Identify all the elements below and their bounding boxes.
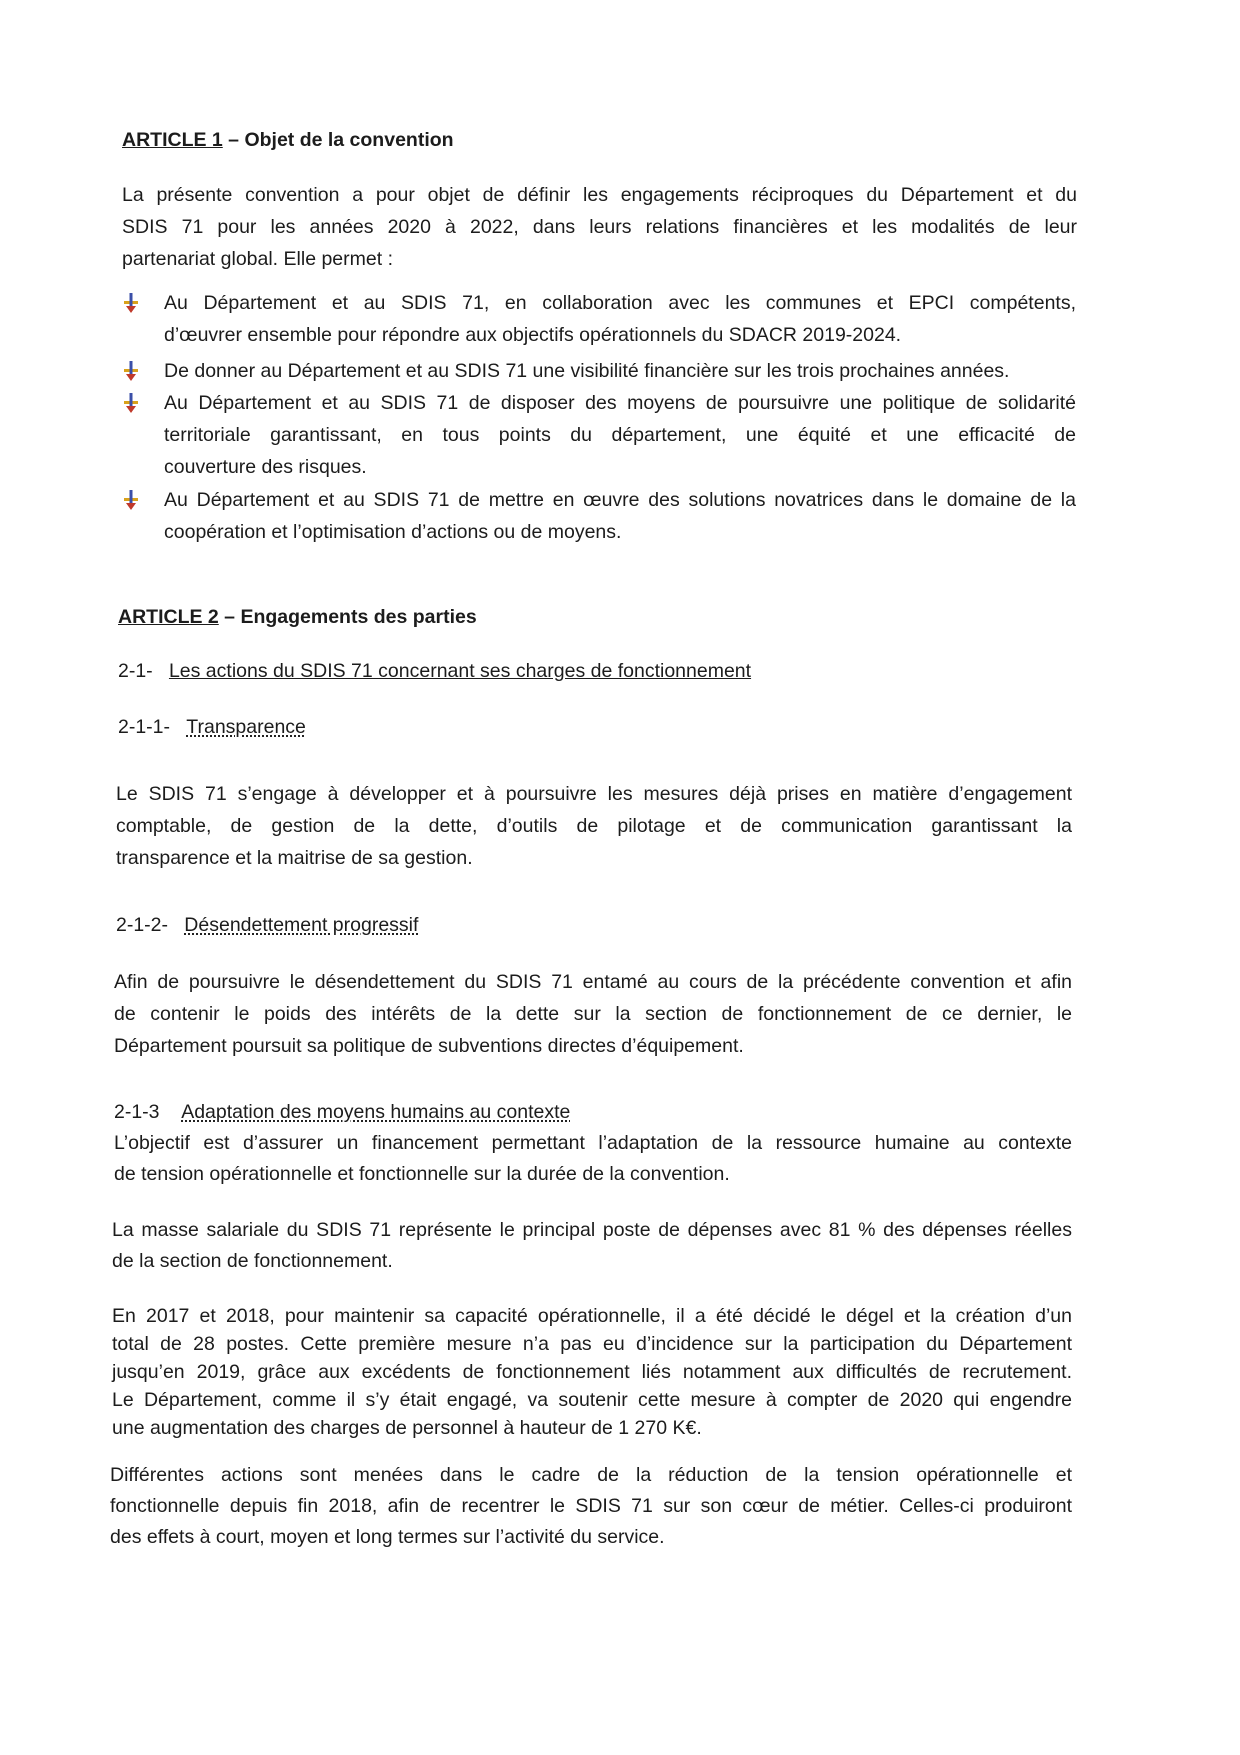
body-line: Département poursuit sa politique de subventions directes d’équipement.	[114, 1035, 744, 1057]
arrow-down-bullet-icon	[122, 393, 140, 413]
body-line: L’objectif est d’assurer un financement permettant l’adaptation de la ressource humaine au contexte	[114, 1132, 1072, 1154]
bullet-text	[164, 484, 1076, 548]
arrow-down-bullet-icon	[122, 490, 140, 510]
section-2-1-heading	[118, 655, 1018, 687]
section-title: Les actions du SDIS 71 concernant ses charges de fonctionnement	[168, 660, 752, 682]
body-line: des effets à court, moyen et long termes sur l’activité du service.	[110, 1526, 665, 1548]
body-line: En 2017 et 2018, pour maintenir sa capacité opérationnelle, il a été décidé le dégel et la création d’un	[112, 1305, 1072, 1327]
section-2-1-2-body	[114, 966, 1072, 1062]
arrow-down-bullet-icon	[122, 361, 140, 381]
body-line: total de 28 postes. Cette première mesure n’a pas eu d’incidence sur la participation du Département	[112, 1333, 1072, 1355]
article-1-title: – Objet de la convention	[222, 129, 454, 151]
bullet-text	[164, 355, 1076, 387]
article-2-title: – Engagements des parties	[218, 606, 477, 628]
body-line: une augmentation des charges de personnel à hauteur de 1 270 K€.	[112, 1417, 702, 1439]
body-line: jusqu’en 2019, grâce aux excédents de fonctionnement liés notamment aux difficultés de recrutement.	[112, 1361, 1072, 1383]
section-number: 2-1-2-	[116, 914, 169, 936]
section-number: 2-1-1-	[118, 716, 171, 738]
section-title: Adaptation des moyens humains au contexte	[181, 1101, 571, 1123]
bullet-line: Au Département et au SDIS 71 de disposer des moyens de poursuivre une politique de solidarité	[164, 392, 1076, 414]
article-1-intro	[122, 179, 1077, 275]
bullet-text	[164, 287, 1076, 351]
section-2-1-3-paragraph-1	[114, 1128, 1072, 1190]
body-line: La masse salariale du SDIS 71 représente le principal poste de dépenses avec 81 % des dépenses réelles	[112, 1219, 1072, 1241]
body-line: Le SDIS 71 s’engage à développer et à poursuivre les mesures déjà prises en matière d’engagement	[116, 783, 1072, 805]
section-2-1-3-heading	[114, 1096, 1014, 1128]
bullet-line: territoriale garantissant, en tous points du département, une équité et une efficacité de	[164, 424, 1076, 446]
section-number: 2-1-3	[114, 1101, 160, 1123]
section-2-1-3-paragraph-3	[112, 1302, 1072, 1442]
article-2-label: ARTICLE 2	[118, 606, 219, 628]
bullet-line: Au Département et au SDIS 71, en collaboration avec les communes et EPCI compétents,	[164, 292, 1076, 314]
section-2-1-2-heading	[116, 909, 1016, 941]
bullet-line: coopération et l’optimisation d’actions ou de moyens.	[164, 521, 622, 543]
intro-line: La présente convention a pour objet de définir les engagements réciproques du Département et du	[122, 184, 1077, 206]
section-2-1-3-paragraph-4	[110, 1460, 1072, 1553]
intro-line: partenariat global. Elle permet :	[122, 248, 393, 270]
section-2-1-3-paragraph-2	[112, 1215, 1072, 1277]
body-line: de la section de fonctionnement.	[112, 1250, 393, 1272]
bullet-line: De donner au Département et au SDIS 71 une visibilité financière sur les trois prochaines années.	[164, 360, 1010, 382]
arrow-down-bullet-icon	[122, 293, 140, 313]
body-line: de tension opérationnelle et fonctionnelle sur la durée de la convention.	[114, 1163, 730, 1185]
section-2-1-1-heading	[118, 711, 1018, 743]
bullet-text	[164, 387, 1076, 483]
body-line: transparence et la maitrise de sa gestion.	[116, 847, 473, 869]
body-line: Différentes actions sont menées dans le cadre de la réduction de la tension opérationnelle et	[110, 1464, 1072, 1486]
body-line: de contenir le poids des intérêts de la dette sur la section de fonctionnement de ce dernier, le	[114, 1003, 1072, 1025]
bullet-line: couverture des risques.	[164, 456, 367, 478]
bullet-line: Au Département et au SDIS 71 de mettre en œuvre des solutions novatrices dans le domaine de la	[164, 489, 1076, 511]
section-number: 2-1-	[118, 660, 153, 682]
section-title: Transparence	[186, 716, 306, 738]
body-line: comptable, de gestion de la dette, d’outils de pilotage et de communication garantissant la	[116, 815, 1072, 837]
article-2-heading	[118, 601, 1018, 633]
section-title: Désendettement progressif	[184, 914, 419, 936]
body-line: Afin de poursuivre le désendettement du SDIS 71 entamé au cours de la précédente convention et afin	[114, 971, 1072, 993]
section-2-1-1-body	[116, 778, 1072, 874]
intro-line: SDIS 71 pour les années 2020 à 2022, dans leurs relations financières et les modalités de leur	[122, 216, 1077, 238]
bullet-line: d’œuvrer ensemble pour répondre aux objectifs opérationnels du SDACR 2019-2024.	[164, 324, 902, 346]
article-1-heading	[122, 124, 1022, 156]
body-line: Le Département, comme il s’y était engagé, va soutenir cette mesure à compter de 2020 qui engendre	[112, 1389, 1072, 1411]
article-1-label: ARTICLE 1	[122, 129, 223, 151]
body-line: fonctionnelle depuis fin 2018, afin de recentrer le SDIS 71 sur son cœur de métier. Celles-ci produiront	[110, 1495, 1072, 1517]
